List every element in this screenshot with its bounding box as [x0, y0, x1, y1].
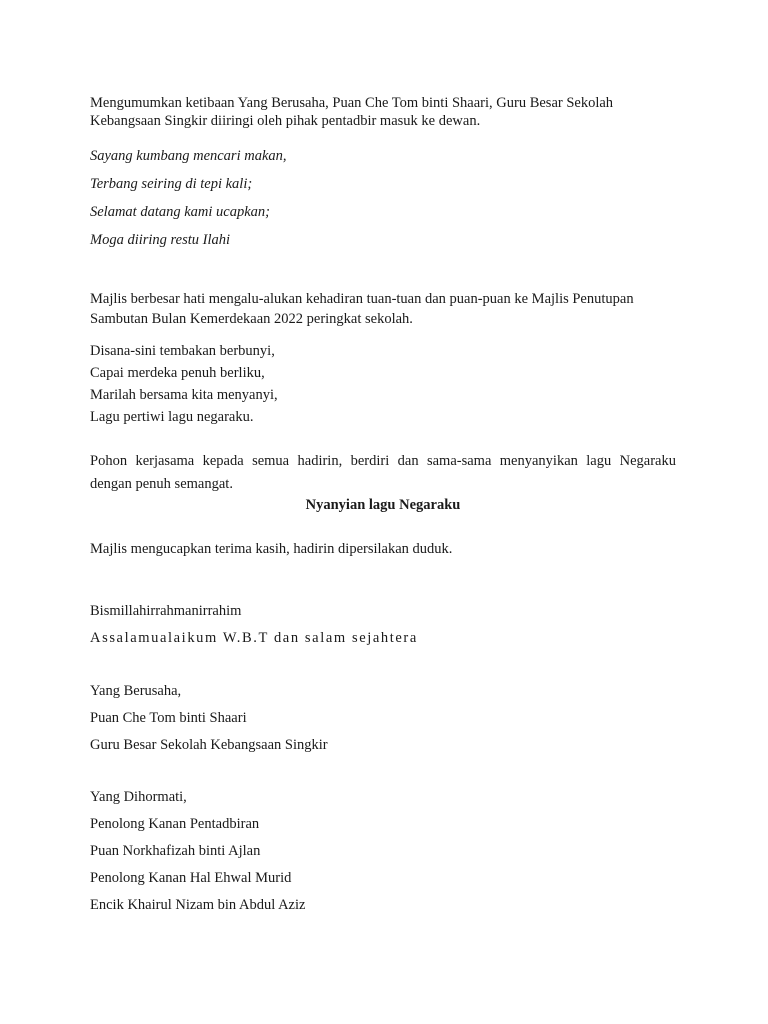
- pantun-welcome-line-1: Sayang kumbang mencari makan,: [90, 148, 287, 164]
- pantun-anthem-line-4: Lagu pertiwi lagu negaraku.: [90, 409, 254, 425]
- pantun-anthem-line-3: Marilah bersama kita menyanyi,: [90, 387, 278, 403]
- honorific-2-position-2: Penolong Kanan Hal Ehwal Murid: [90, 870, 292, 886]
- announcement-line-1: Mengumumkan ketibaan Yang Berusaha, Puan Che Tom binti Shaari, Guru Besar Sekolah: [90, 95, 614, 111]
- pantun-welcome-line-4: Moga diiring restu Ilahi: [90, 232, 231, 248]
- honorific-2-position-1: Penolong Kanan Pentadbiran: [90, 816, 260, 832]
- salam-text: Assalamualaikum W.B.T dan salam sejahtera: [90, 630, 418, 646]
- seat-notice: Majlis mengucapkan terima kasih, hadirin dipersilakan duduk.: [90, 541, 453, 557]
- pantun-anthem-line-1: Disana-sini tembakan berbunyi,: [90, 343, 275, 359]
- anthem-heading: Nyanyian lagu Negaraku: [305, 497, 461, 513]
- honorific-2-name-2: Encik Khairul Nizam bin Abdul Aziz: [90, 897, 306, 913]
- honorific-1-name: Puan Che Tom binti Shaari: [90, 710, 247, 726]
- welcome-paragraph-line-1: Majlis berbesar hati mengalu-alukan kehadiran tuan-tuan dan puan-puan ke Majlis Penutupan: [90, 291, 634, 307]
- anthem-request-line-1: Pohon kerjasama kepada semua hadirin, berdiri dan sama-sama menyanyikan lagu Negaraku: [90, 453, 676, 469]
- pantun-welcome-line-3: Selamat datang kami ucapkan;: [90, 204, 271, 220]
- honorific-2-name-1: Puan Norkhafizah binti Ajlan: [90, 843, 261, 859]
- anthem-request-line-2: dengan penuh semangat.: [90, 476, 233, 492]
- bismillah-text: Bismillahirrahmanirrahim: [90, 603, 242, 619]
- honorific-1-position: Guru Besar Sekolah Kebangsaan Singkir: [90, 737, 328, 753]
- honorific-2-title: Yang Dihormati,: [90, 789, 187, 805]
- pantun-anthem-line-2: Capai merdeka penuh berliku,: [90, 365, 265, 381]
- honorific-1-title: Yang Berusaha,: [90, 683, 182, 699]
- pantun-welcome-line-2: Terbang seiring di tepi kali;: [90, 176, 253, 192]
- announcement-line-2: Kebangsaan Singkir diiringi oleh pihak pentadbir masuk ke dewan.: [90, 113, 481, 129]
- welcome-paragraph-line-2: Sambutan Bulan Kemerdekaan 2022 peringkat sekolah.: [90, 311, 413, 327]
